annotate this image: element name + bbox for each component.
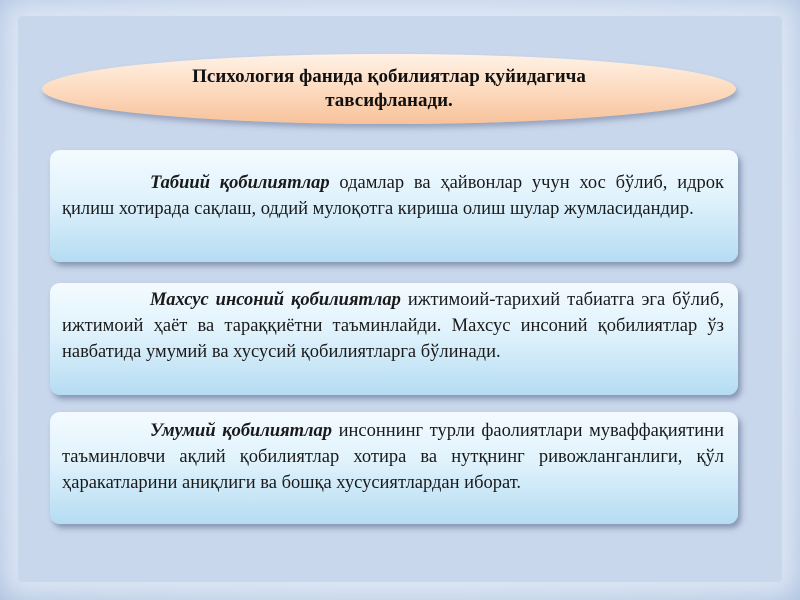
title-oval [42, 54, 736, 124]
card-term: Умумий қобилиятлар [150, 421, 333, 441]
card-text: ижтимоий-тарихий табиатга эга бўлиб, ижтимоий ҳаёт ва тараққиётни таъминлайди. Махсус инсоний қобилиятлар ўз навбатида умумий ва хусусий қобилиятларга бўлинади. [62, 290, 724, 362]
card-term: Махсус инсоний қобилиятлар [150, 290, 401, 310]
card-text: инсоннинг турли фаолиятлари муваффақиятини таъминловчи ақлий қобилиятлар хотира ва нутқнинг ривожланганлиги, қўл ҳаракатларини аниқлиги ва бошқа хусусиятлардан иборат. [62, 421, 724, 493]
card-term: Табиий қобилиятлар [150, 173, 330, 193]
card-paragraph [62, 418, 724, 496]
card-special-human-abilities [50, 283, 738, 395]
slide-title: Психология фанида қобилиятлар қуйидагича тавсифланади. [192, 66, 586, 111]
card-general-abilities [50, 412, 738, 524]
card-text: одамлар ва ҳайвонлар учун хос бўлиб, идрок қилиш хотирада сақлаш, оддий мулоқотга кириша олиш шулар жумласидандир. [62, 173, 725, 219]
card-natural-abilities [50, 150, 738, 262]
card-paragraph [62, 287, 724, 365]
card-paragraph [62, 170, 724, 222]
